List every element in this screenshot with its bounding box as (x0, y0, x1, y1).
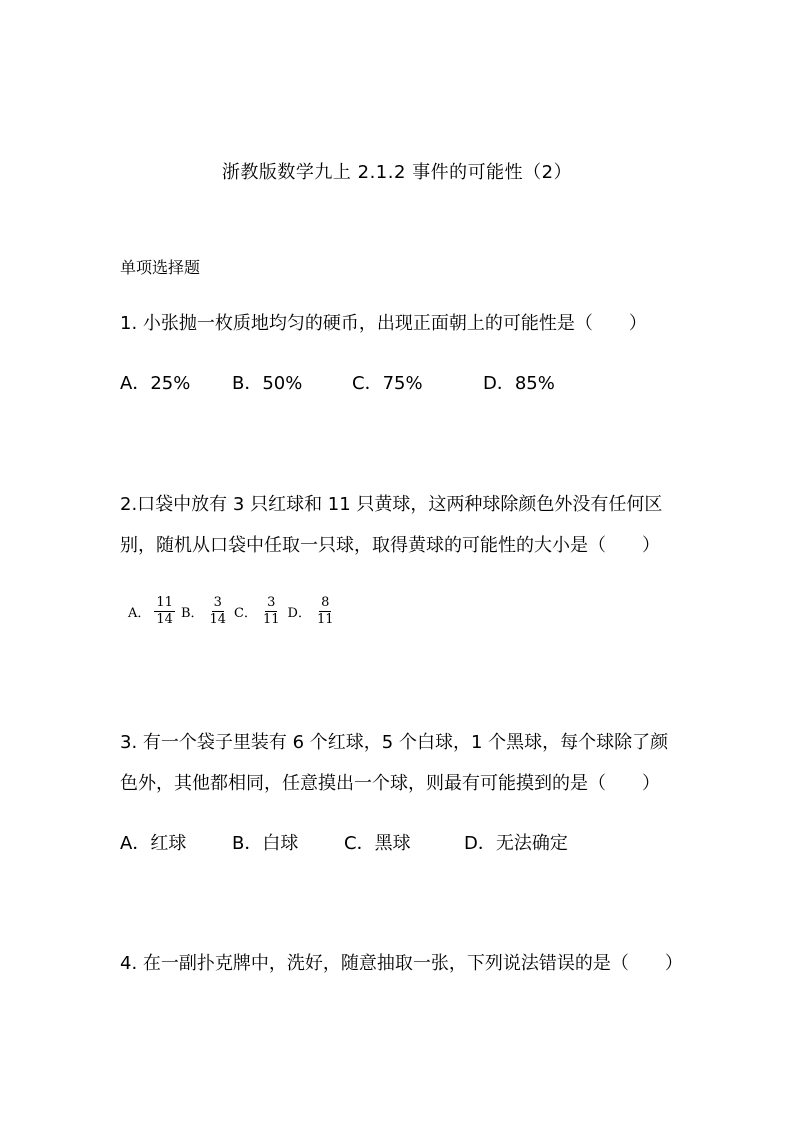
fraction (208, 596, 229, 627)
question-2-option-a (128, 596, 175, 627)
question-2-option-c (234, 596, 282, 627)
option-letter: B． (180, 606, 204, 621)
question-1-option-d: D．85% (483, 373, 555, 394)
question-4-text: 4. 在一副扑克牌中，洗好，随意抽取一张，下列说法错误的是（ ） (120, 953, 683, 974)
fraction-denominator: 14 (209, 612, 227, 627)
fraction (154, 596, 175, 627)
question-1-option-a: A．25% (120, 373, 191, 394)
fraction (261, 596, 282, 627)
question-3-option-a: A．红球 (120, 833, 187, 854)
fraction (315, 596, 336, 627)
fraction-denominator: 14 (156, 612, 173, 627)
fraction-denominator: 11 (316, 612, 334, 627)
page-title: 浙教版数学九上 2.1.2 事件的可能性（2） (221, 162, 573, 183)
fraction-numerator: 11 (156, 595, 173, 610)
question-2-text-line-1: 2.口袋中放有 3 只红球和 11 只黄球，这两种球除颜色外没有任何区 (120, 494, 663, 515)
question-2-option-d (288, 596, 336, 627)
fraction-denominator: 11 (263, 612, 280, 627)
question-1-option-c: C．75% (352, 373, 423, 394)
fraction-numerator: 8 (321, 595, 330, 610)
option-letter: C． (234, 606, 257, 621)
fraction-numerator: 3 (213, 595, 222, 610)
question-2-option-b (181, 596, 228, 627)
option-letter: D． (287, 606, 311, 621)
fraction-numerator: 3 (267, 595, 276, 610)
question-3-text-line-1: 3. 有一个袋子里装有 6 个红球，5 个白球，1 个黑球，每个球除了颜 (120, 732, 669, 753)
question-2-options (128, 596, 342, 627)
question-3-option-d: D．无法确定 (464, 833, 568, 854)
option-letter: A． (128, 606, 151, 621)
question-3-option-c: C．黑球 (344, 833, 411, 854)
section-heading: 单项选择题 (120, 258, 201, 277)
question-1-option-b: B．50% (232, 373, 303, 394)
question-2-text-line-2: 别，随机从口袋中任取一只球，取得黄球的可能性的大小是（ ） (120, 535, 660, 556)
question-3-text-line-2: 色外，其他都相同，任意摸出一个球，则最有可能摸到的是（ ） (120, 773, 660, 794)
question-3-option-b: B．白球 (232, 833, 299, 854)
question-1-text: 1. 小张抛一枚质地均匀的硬币，出现正面朝上的可能性是（ ） (120, 313, 647, 334)
